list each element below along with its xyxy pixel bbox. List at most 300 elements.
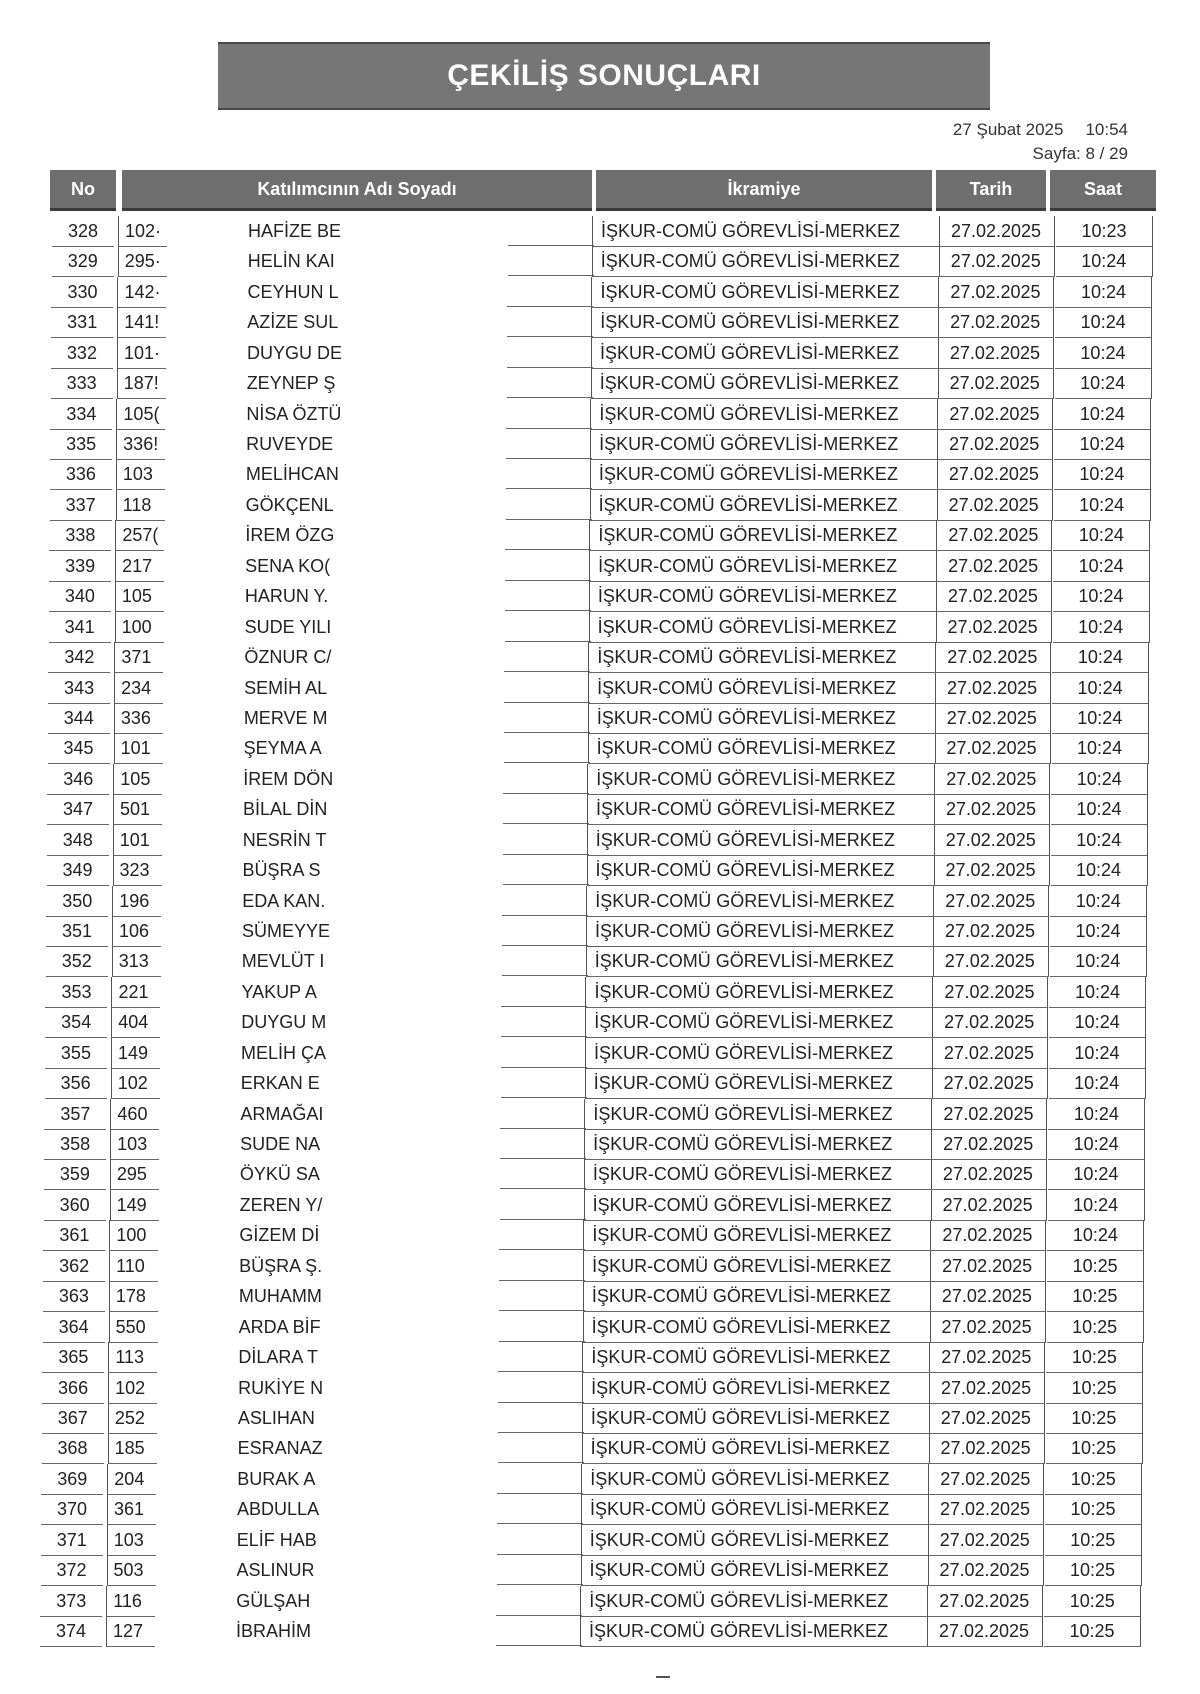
table-row [0,946,1200,976]
date-cell: 27.02.2025 [934,733,1051,764]
participant-id: 110 [109,1251,158,1282]
row-separator [497,1494,583,1524]
prize-cell: İŞKUR-COMÜ GÖREVLİSİ-MERKEZ [591,307,939,338]
date-cell: 27.02.2025 [933,764,1050,795]
participant-name: NİSA ÖZTÜ [246,403,342,424]
participant-name: BÜŞRA S [242,860,321,881]
row-number: 335 [50,429,112,460]
participant-id: 103 [107,1525,156,1556]
prize-cell: İŞKUR-COMÜ GÖREVLİSİ-MERKEZ [584,1159,932,1190]
row-number: 358 [44,1129,106,1160]
date-cell: 27.02.2025 [934,673,1051,704]
participant-name: ABDULLA [237,1499,320,1520]
participant-name: ZEYNEP Ş [246,373,336,394]
row-number: 337 [50,490,112,521]
participant-name: ASLINUR [236,1560,315,1581]
table-row [0,1281,1200,1311]
participant-name: ŞEYMA A [243,738,322,759]
time-cell: 10:24 [1048,1129,1145,1160]
time-cell: 10:24 [1051,855,1148,886]
date-cell: 27.02.2025 [928,1342,1045,1373]
participant-id: 142· [117,277,166,308]
time-cell: 10:25 [1047,1281,1144,1312]
date-cell: 27.02.2025 [935,612,1052,643]
time-cell: 10:25 [1045,1494,1142,1525]
row-number: 336 [50,459,112,490]
prize-cell: İŞKUR-COMÜ GÖREVLİSİ-MERKEZ [587,794,935,825]
row-separator [507,277,593,307]
participant-id: 460 [110,1099,159,1130]
table-row [0,1494,1200,1524]
time-cell: 10:24 [1049,1068,1146,1099]
participant-name: HELİN KAI [247,251,335,272]
participant-id: 101 [113,825,162,856]
table-row [0,977,1200,1007]
date-cell: 27.02.2025 [931,1007,1048,1038]
participant-id: 106 [112,916,161,947]
time-cell: 10:24 [1047,1220,1144,1251]
table-row [0,338,1200,368]
date-cell: 27.02.2025 [926,1616,1043,1647]
row-number: 351 [46,916,108,947]
row-separator [501,1007,587,1037]
row-separator [507,338,593,368]
table-row [0,642,1200,672]
date-cell: 27.02.2025 [931,1038,1048,1069]
prize-cell: İŞKUR-COMÜ GÖREVLİSİ-MERKEZ [580,1586,928,1617]
table-row [0,1068,1200,1098]
date-cell: 27.02.2025 [936,459,1053,490]
prize-cell: İŞKUR-COMÜ GÖREVLİSİ-MERKEZ [590,459,938,490]
table-row [0,764,1200,794]
footer-mark [656,1676,670,1678]
table-row [0,1099,1200,1129]
participant-name: HAFİZE BE [248,221,342,241]
time-cell: 10:24 [1053,612,1150,643]
date-cell: 27.02.2025 [935,551,1052,582]
row-number: 365 [42,1342,104,1373]
prize-cell: İŞKUR-COMÜ GÖREVLİSİ-MERKEZ [583,1281,931,1312]
participant-name: MELİHCAN [245,464,339,485]
table-row [0,703,1200,733]
document-title: ÇEKİLİŞ SONUÇLARI [447,59,761,92]
prize-cell: İŞKUR-COMÜ GÖREVLİSİ-MERKEZ [588,673,936,704]
prize-cell: İŞKUR-COMÜ GÖREVLİSİ-MERKEZ [589,551,937,582]
row-separator [504,703,590,733]
time-cell: 10:25 [1044,1586,1141,1617]
participant-id: 103 [116,459,165,490]
prize-cell: İŞKUR-COMÜ GÖREVLİSİ-MERKEZ [582,1403,930,1434]
participant-id: 252 [108,1403,157,1434]
date-cell: 27.02.2025 [927,1464,1044,1495]
row-separator [503,764,589,794]
participant-id: 295 [110,1159,159,1190]
row-number: 353 [45,977,107,1008]
time-cell: 10:24 [1053,520,1150,551]
participant-name: SUDE YILI [244,616,332,637]
table-row [0,1220,1200,1250]
date-cell: 27.02.2025 [932,946,1049,977]
time-cell: 10:25 [1045,1525,1142,1556]
prize-cell: İŞKUR-COMÜ GÖREVLİSİ-MERKEZ [592,246,940,277]
participant-name: BÜŞRA Ş. [239,1255,323,1276]
participant-id: 101· [117,338,166,369]
date-cell: 27.02.2025 [928,1403,1045,1434]
time-cell: 10:24 [1053,581,1150,612]
row-separator [498,1373,584,1403]
row-number: 360 [44,1190,106,1221]
table-row [0,1373,1200,1403]
date-cell: 27.02.2025 [928,1433,1045,1464]
row-separator [499,1220,585,1250]
participant-name: CEYHUN L [247,281,339,302]
time-cell: 10:25 [1046,1433,1143,1464]
table-row [0,1403,1200,1433]
participant-name: ERKAN E [240,1073,320,1094]
date-cell: 27.02.2025 [936,429,1053,460]
participant-id: 221 [111,977,160,1008]
prize-cell: İŞKUR-COMÜ GÖREVLİSİ-MERKEZ [582,1342,930,1373]
participant-name: BİLAL DİN [243,799,328,820]
participant-name: İBRAHİM [236,1621,312,1641]
participant-id: 187! [117,368,166,399]
date-cell: 27.02.2025 [933,855,1050,886]
page-number: Sayfa: 8 / 29 [1032,144,1128,163]
participant-id: 196 [112,886,161,917]
time-cell: 10:24 [1050,946,1147,977]
prize-cell: İŞKUR-COMÜ GÖREVLİSİ-MERKEZ [591,277,939,308]
time-cell: 10:24 [1052,733,1149,764]
date-cell: 27.02.2025 [931,977,1048,1008]
row-number: 356 [45,1068,107,1099]
participant-id: 118 [116,490,165,521]
time-cell: 10:24 [1055,338,1152,369]
row-separator [504,642,590,672]
participant-name: ASLIHAN [237,1407,315,1428]
table-row [0,886,1200,916]
table-row [0,1007,1200,1037]
date-cell: 27.02.2025 [932,916,1049,947]
participant-name: DİLARA T [238,1347,319,1368]
date-cell: 27.02.2025 [936,399,1053,430]
table-row [0,246,1200,276]
date-cell: 27.02.2025 [929,1281,1046,1312]
participant-name: RUKİYE N [238,1377,324,1398]
row-separator [497,1525,583,1555]
prize-cell: İŞKUR-COMÜ GÖREVLİSİ-MERKEZ [589,612,937,643]
prize-cell: İŞKUR-COMÜ GÖREVLİSİ-MERKEZ [590,490,938,521]
row-separator [498,1403,584,1433]
participant-name: NESRİN T [242,829,327,850]
date-cell: 27.02.2025 [927,1494,1044,1525]
row-number: 354 [45,1007,107,1038]
prize-cell: İŞKUR-COMÜ GÖREVLİSİ-MERKEZ [585,1038,933,1069]
participant-id: 313 [112,946,161,977]
row-number: 346 [47,764,109,795]
row-separator [503,825,589,855]
participant-name: HARUN Y. [244,586,329,607]
row-number: 344 [48,703,110,734]
row-number: 355 [45,1038,107,1069]
row-number: 348 [47,825,109,856]
date-cell: 27.02.2025 [927,1555,1044,1586]
table-row [0,551,1200,581]
prize-cell: İŞKUR-COMÜ GÖREVLİSİ-MERKEZ [587,764,935,795]
row-separator [498,1342,584,1372]
prize-cell: İŞKUR-COMÜ GÖREVLİSİ-MERKEZ [592,216,940,247]
participant-name: AZİZE SUL [247,312,339,333]
row-separator [500,1159,586,1189]
time-cell: 10:24 [1050,916,1147,947]
row-separator [502,916,588,946]
table-row [0,490,1200,520]
date-cell: 27.02.2025 [933,825,1050,856]
participant-id: 204 [107,1464,156,1495]
prize-cell: İŞKUR-COMÜ GÖREVLİSİ-MERKEZ [581,1555,929,1586]
table-row [0,1555,1200,1585]
time-cell: 10:24 [1054,459,1151,490]
participant-id: 101 [114,733,163,764]
table-row [0,825,1200,855]
row-number: 364 [43,1312,105,1343]
row-separator [496,1586,582,1616]
row-separator [503,855,589,885]
table-row [0,1251,1200,1281]
date-cell: 27.02.2025 [927,1525,1044,1556]
prize-cell: İŞKUR-COMÜ GÖREVLİSİ-MERKEZ [583,1312,931,1343]
participant-name: MEVLÜT I [241,951,325,972]
date-cell: 27.02.2025 [929,1312,1046,1343]
row-separator [499,1251,585,1281]
participant-id: 361 [107,1494,156,1525]
table-row [0,1190,1200,1220]
row-number: 371 [41,1525,103,1556]
time-cell: 10:25 [1047,1251,1144,1282]
row-number: 352 [46,946,108,977]
row-number: 332 [51,338,113,369]
table-row [0,1616,1200,1646]
participant-name: ELİF HAB [236,1529,317,1550]
participant-id: 102 [111,1068,160,1099]
row-number: 341 [49,612,111,643]
date-cell: 27.02.2025 [934,642,1051,673]
row-number: 339 [49,551,111,582]
time-cell: 10:25 [1046,1342,1143,1373]
date-cell: 27.02.2025 [932,886,1049,917]
participant-name: ESRANAZ [237,1438,323,1459]
table-row [0,216,1200,246]
row-separator [506,429,592,459]
participant-name: DUYGU DE [246,342,342,363]
participant-id: 178 [109,1281,158,1312]
row-number: 370 [41,1494,103,1525]
participant-name: GÜLŞAH [236,1590,311,1611]
prize-cell: İŞKUR-COMÜ GÖREVLİSİ-MERKEZ [584,1099,932,1130]
participant-id: 102 [108,1373,157,1404]
row-separator [501,1038,587,1068]
participant-id: 217 [115,551,164,582]
row-number: 347 [47,794,109,825]
participant-id: 295· [118,246,167,277]
time-cell: 10:24 [1054,490,1151,521]
row-number: 363 [43,1281,105,1312]
time-cell: 10:24 [1050,886,1147,917]
prize-cell: İŞKUR-COMÜ GÖREVLİSİ-MERKEZ [580,1616,928,1647]
row-number: 338 [49,520,111,551]
prize-cell: İŞKUR-COMÜ GÖREVLİSİ-MERKEZ [591,338,939,369]
row-number: 368 [42,1433,104,1464]
time-cell: 10:24 [1048,1159,1145,1190]
participant-id: 323 [113,855,162,886]
time-cell: 10:24 [1048,1190,1145,1221]
participant-id: 105 [115,581,164,612]
table-row [0,520,1200,550]
row-separator [507,368,593,398]
participant-name: İREM DÖN [243,768,334,789]
row-separator [505,612,591,642]
participant-name: SEMİH AL [244,677,328,698]
row-number: 331 [51,307,113,338]
participant-id: 105 [113,764,162,795]
date-cell: 27.02.2025 [935,581,1052,612]
participant-id: 102· [118,216,167,247]
participant-name: MELİH ÇA [240,1042,326,1063]
time-cell: 10:24 [1051,794,1148,825]
participant-id: 103 [110,1129,159,1160]
time-cell: 10:24 [1054,399,1151,430]
row-separator [502,886,588,916]
time-cell: 10:24 [1051,764,1148,795]
participant-id: 336! [116,429,165,460]
row-separator [507,307,593,337]
participant-id: 257( [115,520,164,551]
header-no-label: No [71,178,95,199]
prize-cell: İŞKUR-COMÜ GÖREVLİSİ-MERKEZ [584,1129,932,1160]
prize-cell: İŞKUR-COMÜ GÖREVLİSİ-MERKEZ [585,977,933,1008]
prize-cell: İŞKUR-COMÜ GÖREVLİSİ-MERKEZ [584,1190,932,1221]
table-row [0,855,1200,885]
prize-cell: İŞKUR-COMÜ GÖREVLİSİ-MERKEZ [581,1525,929,1556]
participant-id: 371 [114,642,163,673]
row-number: 343 [48,673,110,704]
prize-cell: İŞKUR-COMÜ GÖREVLİSİ-MERKEZ [587,825,935,856]
table-row [0,429,1200,459]
participant-name: GÖKÇENL [245,494,334,515]
participant-id: 149 [111,1038,160,1069]
participant-name: ZEREN Y/ [239,1194,323,1215]
row-number: 345 [48,733,110,764]
table-row [0,1159,1200,1189]
row-number: 328 [52,216,114,247]
row-number: 330 [51,277,113,308]
row-number: 350 [46,886,108,917]
date-cell: 27.02.2025 [929,1251,1046,1282]
row-separator [505,551,591,581]
print-date: 27 Şubat 2025 [952,120,1064,139]
time-cell: 10:24 [1052,703,1149,734]
participant-name: İREM ÖZG [245,525,335,546]
date-cell: 27.02.2025 [938,216,1055,247]
prize-cell: İŞKUR-COMÜ GÖREVLİSİ-MERKEZ [588,733,936,764]
row-separator [500,1099,586,1129]
time-cell: 10:25 [1046,1403,1143,1434]
participant-id: 550 [109,1312,158,1343]
date-cell: 27.02.2025 [930,1159,1047,1190]
participant-name: ARDA BİF [238,1316,321,1337]
time-cell: 10:24 [1053,551,1150,582]
participant-id: 100 [109,1220,158,1251]
time-cell: 10:24 [1052,673,1149,704]
row-separator [502,946,588,976]
row-number: 367 [42,1403,104,1434]
table-row [0,733,1200,763]
date-cell: 27.02.2025 [930,1129,1047,1160]
row-separator [500,1190,586,1220]
date-cell: 27.02.2025 [930,1190,1047,1221]
date-cell: 27.02.2025 [931,1068,1048,1099]
date-cell: 27.02.2025 [933,794,1050,825]
prize-cell: İŞKUR-COMÜ GÖREVLİSİ-MERKEZ [587,855,935,886]
row-separator [506,399,592,429]
table-row [0,916,1200,946]
row-separator [497,1555,583,1585]
date-cell: 27.02.2025 [935,520,1052,551]
participant-id: 141! [117,307,166,338]
table-row [0,459,1200,489]
prize-cell: İŞKUR-COMÜ GÖREVLİSİ-MERKEZ [585,1068,933,1099]
row-number: 342 [48,642,110,673]
prize-cell: İŞKUR-COMÜ GÖREVLİSİ-MERKEZ [583,1220,931,1251]
row-number: 357 [44,1099,106,1130]
participant-name: ÖYKÜ SA [239,1164,320,1185]
print-time: 10:54 [1085,120,1128,139]
participant-name: ARMAĞAI [240,1103,324,1124]
row-number: 340 [49,581,111,612]
row-separator [506,490,592,520]
time-cell: 10:25 [1045,1555,1142,1586]
row-number: 372 [41,1555,103,1586]
header-time-label: Saat [1083,178,1123,199]
table-row [0,1464,1200,1494]
table-row [0,399,1200,429]
prize-cell: İŞKUR-COMÜ GÖREVLİSİ-MERKEZ [586,946,934,977]
participant-name: SÜMEYYE [242,921,331,941]
prize-cell: İŞKUR-COMÜ GÖREVLİSİ-MERKEZ [589,520,937,551]
row-separator [501,1068,587,1098]
prize-cell: İŞKUR-COMÜ GÖREVLİSİ-MERKEZ [582,1433,930,1464]
prize-cell: İŞKUR-COMÜ GÖREVLİSİ-MERKEZ [581,1464,929,1495]
row-number: 349 [47,855,109,886]
row-separator [501,977,587,1007]
row-separator [498,1433,584,1463]
table-row [0,612,1200,642]
prize-cell: İŞKUR-COMÜ GÖREVLİSİ-MERKEZ [588,703,936,734]
participant-id: 113 [108,1342,157,1373]
participant-id: 234 [114,673,163,704]
row-separator [504,673,590,703]
time-cell: 10:24 [1055,277,1152,308]
table-row [0,1525,1200,1555]
participant-name: SUDE NA [240,1134,321,1155]
date-cell: 27.02.2025 [934,703,1051,734]
table-row [0,1038,1200,1068]
row-number: 374 [40,1616,102,1647]
time-cell: 10:24 [1056,246,1153,277]
participant-name: MERVE M [243,707,328,728]
time-cell: 10:24 [1049,1038,1146,1069]
row-separator [503,794,589,824]
time-cell: 10:24 [1048,1099,1145,1130]
